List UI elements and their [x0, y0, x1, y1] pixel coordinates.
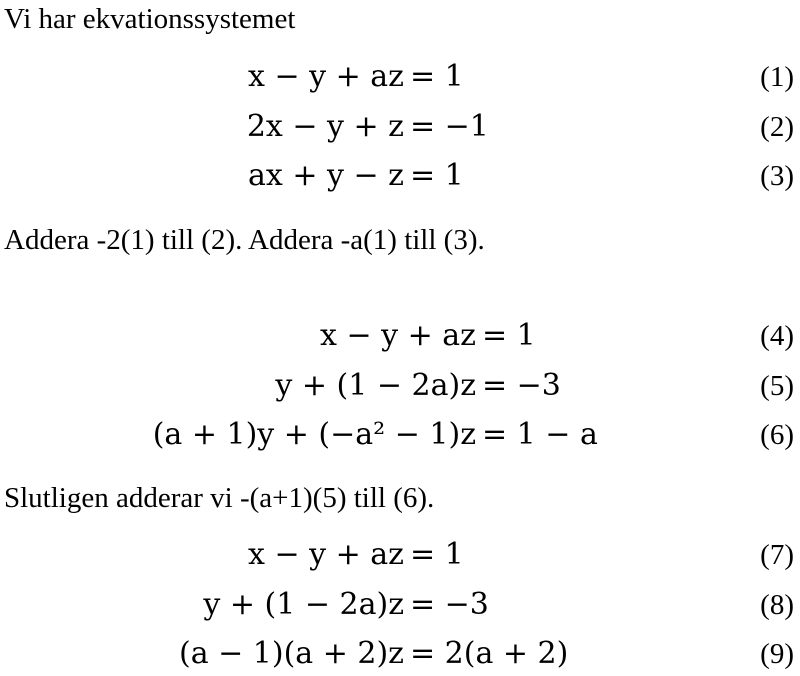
equation-8 [0, 585, 800, 625]
equation-number: (5) [760, 370, 794, 402]
intro-text: Vi har ekvationssystemet [4, 3, 296, 35]
equation-rhs: = 1 [410, 59, 464, 94]
equation-lhs: y + (1 − 2a)z [275, 368, 476, 403]
equation-number: (2) [760, 111, 794, 143]
equation-lhs: x − y + az [248, 537, 404, 572]
equation-number: (9) [760, 638, 794, 670]
equation-rhs: = 1 [410, 537, 464, 572]
equation-lhs: (a − 1)(a + 2)z [179, 636, 404, 671]
equation-4 [0, 316, 800, 356]
equation-rhs: = 1 [482, 318, 536, 353]
equation-lhs: ax + y − z [248, 158, 404, 193]
equation-3 [0, 156, 800, 196]
equation-6 [0, 415, 800, 455]
equation-number: (8) [760, 589, 794, 621]
equation-lhs: 2x − y + z [246, 109, 404, 144]
equation-rhs: = −1 [410, 109, 489, 144]
equation-number: (1) [760, 61, 794, 93]
equation-number: (6) [760, 419, 794, 451]
equation-number: (7) [760, 539, 794, 571]
equation-rhs: = 2(a + 2) [410, 636, 569, 671]
step1-text: Addera -2(1) till (2). Addera -a(1) till (3). [4, 224, 485, 256]
equation-rhs: = 1 − a [482, 417, 598, 452]
equation-rhs: = 1 [410, 158, 464, 193]
equation-number: (3) [760, 160, 794, 192]
step2-text: Slutligen adderar vi -(a+1)(5) till (6). [4, 482, 435, 514]
equation-rhs: = −3 [410, 587, 489, 622]
equation-9 [0, 634, 800, 674]
equation-rhs: = −3 [482, 368, 561, 403]
equation-lhs: x − y + az [248, 59, 404, 94]
equation-lhs: (a + 1)y + (−a² − 1)z [152, 417, 476, 452]
equation-5 [0, 366, 800, 406]
equation-lhs: x − y + az [320, 318, 476, 353]
equation-1 [0, 57, 800, 97]
equation-number: (4) [760, 320, 794, 352]
equation-2 [0, 107, 800, 147]
equation-lhs: y + (1 − 2a)z [203, 587, 404, 622]
equation-7 [0, 535, 800, 575]
